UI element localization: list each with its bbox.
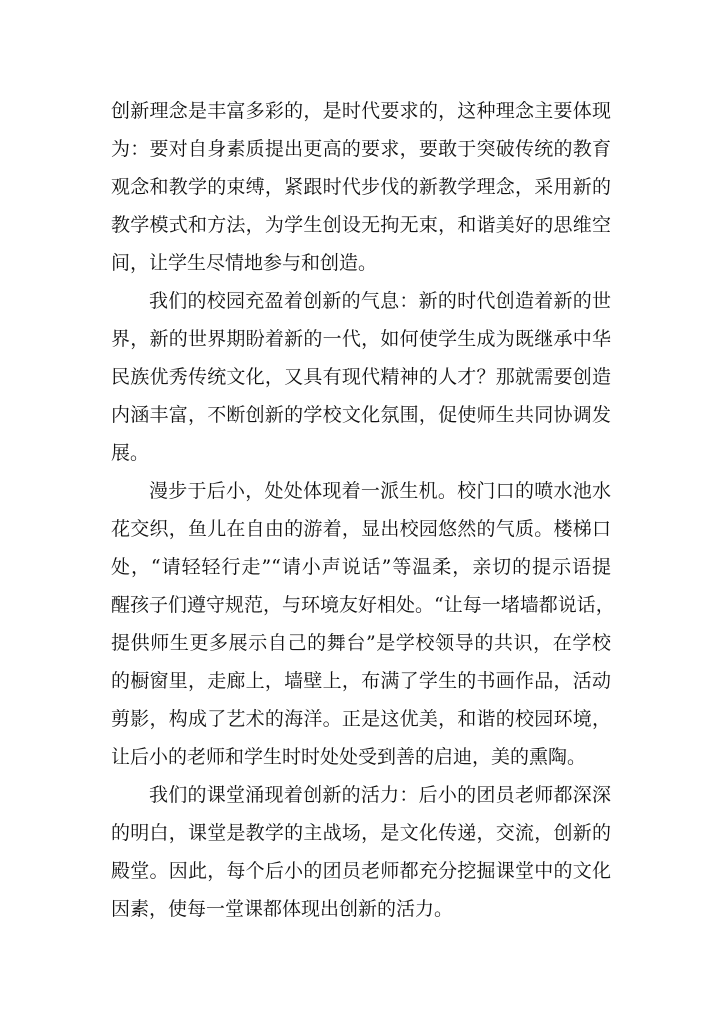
paragraph-4 (111, 776, 611, 928)
text-line: 内涵丰富，不断创新的学校文化氛围，促使师生共同协调发 (111, 404, 611, 426)
text-line: 我们的校园充盈着创新的气息：新的时代创造着新的世 (149, 290, 611, 312)
document-body (111, 92, 615, 928)
text-line: 殿堂。因此，每个后小的团员老师都充分挖掘课堂中的文化 (111, 860, 611, 882)
text-line: 展。 (111, 442, 150, 464)
text-line: 界，新的世界期盼着新的一代，如何使学生成为既继承中华 (111, 328, 611, 350)
text-line: 醒孩子们遵守规范，与环境友好相处。“让每一堵墙都说话， (111, 594, 615, 616)
text-line: 提供师生更多展示自己的舞台”是学校领导的共识，在学校 (111, 632, 611, 654)
text-line: 让后小的老师和学生时时处处受到善的启迪，美的熏陶。 (111, 746, 587, 768)
text-line: 的明白，课堂是教学的主战场，是文化传递，交流，创新的 (111, 822, 611, 844)
text-line: 间，让学生尽情地参与和创造。 (111, 252, 378, 274)
text-line: 漫步于后小，处处体现着一派生机。校门口的喷水池水 (149, 480, 611, 502)
text-line: 教学模式和方法，为学生创设无拘无束，和谐美好的思维空 (111, 214, 611, 236)
text-line: 的橱窗里，走廊上，墙壁上，布满了学生的书画作品，活动 (111, 670, 611, 692)
paragraph-3 (111, 472, 615, 776)
text-line: 剪影，构成了艺术的海洋。正是这优美，和谐的校园环境， (111, 708, 611, 730)
paragraph-2 (111, 282, 611, 472)
text-line: 我们的课堂涌现着创新的活力：后小的团员老师都深深 (149, 784, 611, 806)
text-line: 因素，使每一堂课都体现出创新的活力。 (111, 898, 454, 920)
text-line: 处，“请轻轻行走”“请小声说话”等温柔，亲切的提示语提 (111, 556, 611, 578)
text-line: 为：要对自身素质提出更高的要求，要敢于突破传统的教育 (111, 138, 611, 160)
paragraph-1 (111, 92, 611, 282)
text-line: 创新理念是丰富多彩的，是时代要求的，这种理念主要体现 (111, 100, 611, 122)
text-line: 花交织，鱼儿在自由的游着，显出校园悠然的气质。楼梯口 (111, 518, 611, 540)
text-line: 观念和教学的束缚，紧跟时代步伐的新教学理念，采用新的 (111, 176, 611, 198)
text-line: 民族优秀传统文化，又具有现代精神的人才？那就需要创造 (111, 366, 611, 388)
